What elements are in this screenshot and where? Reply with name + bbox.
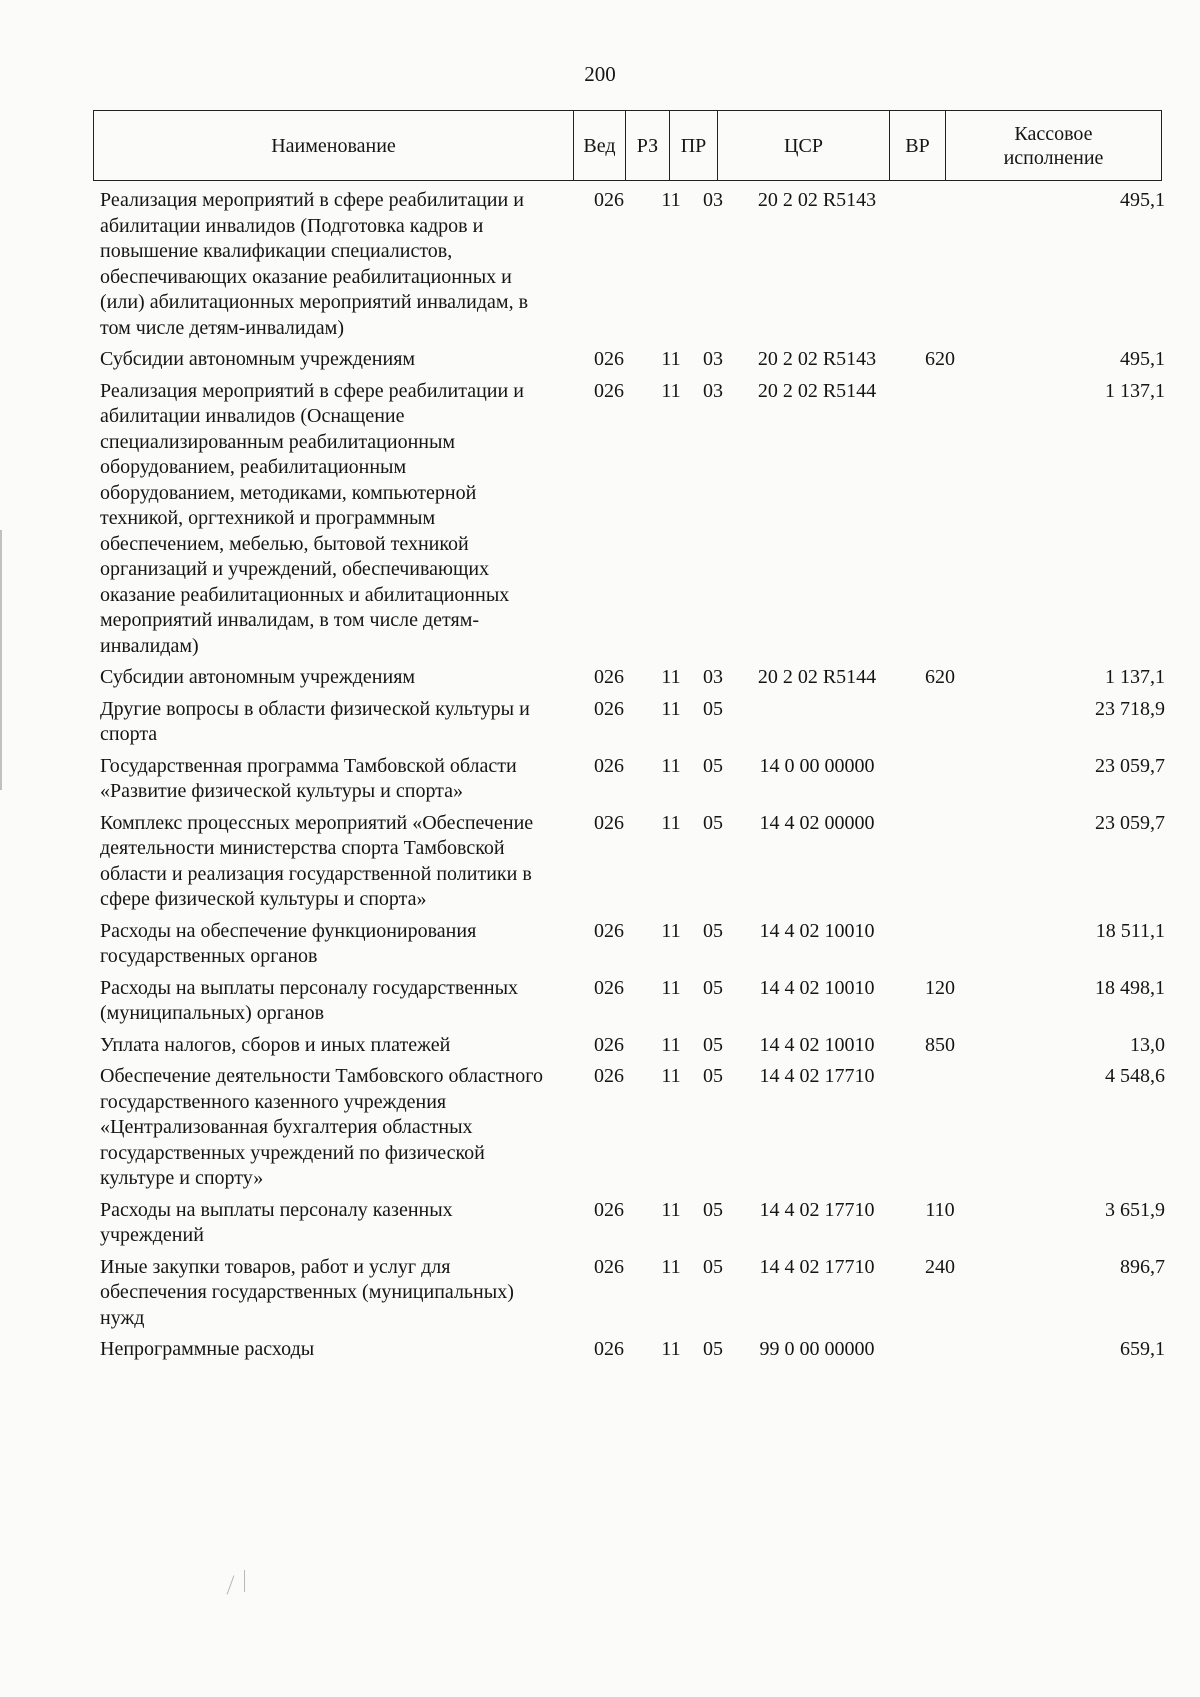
row-vr: 240 xyxy=(925,1255,955,1278)
table-row xyxy=(100,811,1165,913)
row-csr: 14 0 00 00000 xyxy=(759,754,875,777)
row-vr: 620 xyxy=(925,666,955,688)
row-pr: 03 xyxy=(703,379,723,402)
row-csr: 99 0 00 00000 xyxy=(759,1338,875,1360)
row-csr: 14 4 02 10010 xyxy=(759,919,875,942)
row-pr: 03 xyxy=(703,348,723,370)
table-row xyxy=(100,1198,1165,1249)
row-rz: 11 xyxy=(661,666,681,688)
row-csr: 20 2 02 R5144 xyxy=(757,379,877,402)
row-pr: 05 xyxy=(703,811,723,834)
row-rz: 11 xyxy=(661,976,681,999)
scan-artifact xyxy=(244,1570,245,1592)
row-amount: 495,1 xyxy=(1120,189,1165,211)
row-pr: 03 xyxy=(703,189,723,211)
row-ved: 026 xyxy=(594,919,624,942)
row-ved: 026 xyxy=(594,666,624,688)
scan-artifact xyxy=(227,1575,235,1594)
row-amount: 18 498,1 xyxy=(1095,976,1165,999)
row-csr: 14 4 02 10010 xyxy=(759,1033,875,1056)
row-csr: 20 2 02 R5144 xyxy=(757,666,877,688)
row-csr: 14 4 02 00000 xyxy=(759,811,875,834)
row-amount: 18 511,1 xyxy=(1095,919,1165,942)
table-row xyxy=(100,1255,1165,1332)
row-rz: 11 xyxy=(661,189,681,211)
row-ved: 026 xyxy=(594,189,624,211)
row-rz: 11 xyxy=(661,754,681,777)
row-ved: 026 xyxy=(594,1338,624,1360)
row-pr: 05 xyxy=(703,697,723,720)
row-name: Государственная программа Тамбовской области «Развитие физической культуры и спорта» xyxy=(100,754,517,802)
table-row xyxy=(100,665,1165,691)
row-csr: 14 4 02 10010 xyxy=(759,976,875,999)
row-amount: 23 059,7 xyxy=(1095,811,1165,834)
row-ved: 026 xyxy=(594,1198,624,1221)
row-pr: 05 xyxy=(703,976,723,999)
row-name: Реализация мероприятий в сфере реабилитации и абилитации инвалидов (Подготовка кадров и повышение квалификации специалистов, обеспечивающих оказание реабилитационных и (или) абилитационных мероприятий инвалидам, в том числе детям-инвалидам) xyxy=(100,189,529,339)
table-row xyxy=(100,347,1165,373)
row-name: Расходы на выплаты персоналу казенных учреждений xyxy=(100,1198,453,1246)
page-number: 200 xyxy=(584,62,616,86)
row-ved: 026 xyxy=(594,976,624,999)
row-rz: 11 xyxy=(661,811,681,834)
header-vr: ВР xyxy=(890,111,946,181)
table-row xyxy=(100,379,1165,660)
row-amount: 4 548,6 xyxy=(1105,1065,1165,1087)
row-csr: 14 4 02 17710 xyxy=(759,1255,875,1278)
row-ved: 026 xyxy=(594,1065,624,1087)
header-amount xyxy=(946,111,1162,181)
row-rz: 11 xyxy=(661,348,681,370)
table-row xyxy=(100,754,1165,805)
header-name: Наименование xyxy=(94,111,574,181)
row-ved: 026 xyxy=(594,697,624,720)
row-pr: 05 xyxy=(703,1065,723,1087)
row-pr: 05 xyxy=(703,919,723,942)
row-rz: 11 xyxy=(661,1198,681,1221)
row-csr: 20 2 02 R5143 xyxy=(757,348,877,370)
table-row xyxy=(100,1033,1165,1059)
row-vr: 850 xyxy=(925,1033,955,1056)
row-vr: 110 xyxy=(925,1198,955,1221)
row-name: Иные закупки товаров, работ и услуг для обеспечения государственных (муниципальных) нужд xyxy=(100,1255,514,1329)
row-rz: 11 xyxy=(661,1065,681,1087)
row-vr: 620 xyxy=(925,348,955,370)
row-amount: 495,1 xyxy=(1120,348,1165,370)
row-amount: 896,7 xyxy=(1120,1255,1165,1278)
header-csr: ЦСР xyxy=(718,111,890,181)
row-csr: 14 4 02 17710 xyxy=(759,1198,875,1221)
row-rz: 11 xyxy=(661,697,681,720)
row-amount: 1 137,1 xyxy=(1105,379,1165,402)
row-name: Реализация мероприятий в сфере реабилитации и абилитации инвалидов (Оснащение специализированным реабилитационным оборудованием, реабилитационным оборудованием, методиками, компьютерной техникой, оргтехникой и программным обеспечением, мебелью, бытовой техникой организаций и учреждений, обеспечивающих оказание реабилитационных и абилитационных мероприятий инвалидам, в том числе детям-инвалидам) xyxy=(100,379,524,657)
row-pr: 05 xyxy=(703,1198,723,1221)
row-amount: 13,0 xyxy=(1130,1033,1165,1056)
row-pr: 05 xyxy=(703,1255,723,1278)
row-amount: 23 059,7 xyxy=(1095,754,1165,777)
row-pr: 03 xyxy=(703,666,723,688)
row-amount: 659,1 xyxy=(1120,1338,1165,1360)
row-rz: 11 xyxy=(661,1033,681,1056)
table-row xyxy=(100,188,1165,341)
row-rz: 11 xyxy=(661,379,681,402)
row-amount: 3 651,9 xyxy=(1105,1198,1165,1221)
header-ved: Вед xyxy=(574,111,626,181)
row-name: Другие вопросы в области физической культуры и спорта xyxy=(100,697,530,745)
row-ved: 026 xyxy=(594,754,624,777)
row-rz: 11 xyxy=(661,1338,681,1360)
row-vr: 120 xyxy=(925,976,955,999)
row-name: Расходы на выплаты персоналу государственных (муниципальных) органов xyxy=(100,976,519,1024)
table-row xyxy=(100,919,1165,970)
table-row xyxy=(100,1064,1165,1192)
row-csr: 20 2 02 R5143 xyxy=(757,189,877,211)
table-row xyxy=(100,976,1165,1027)
scan-artifact xyxy=(0,530,2,790)
header-amount-line1: Кассовое xyxy=(1014,122,1093,145)
row-pr: 05 xyxy=(703,1033,723,1056)
row-ved: 026 xyxy=(594,348,624,370)
row-rz: 11 xyxy=(661,919,681,942)
row-name: Комплекс процессных мероприятий «Обеспечение деятельности министерства спорта Тамбовской области и реализация государственной политики в сфере физической культуры и спорта» xyxy=(100,811,534,910)
row-ved: 026 xyxy=(594,1033,624,1056)
row-amount: 23 718,9 xyxy=(1095,697,1165,720)
row-pr: 05 xyxy=(703,754,723,777)
row-ved: 026 xyxy=(594,811,624,834)
row-ved: 026 xyxy=(594,379,624,402)
row-name: Непрограммные расходы xyxy=(100,1338,315,1360)
row-name: Субсидии автономным учреждениям xyxy=(100,348,416,370)
table-row xyxy=(100,697,1165,748)
table-row xyxy=(100,1337,1165,1363)
row-name: Уплата налогов, сборов и иных платежей xyxy=(100,1033,451,1056)
row-csr: 14 4 02 17710 xyxy=(759,1065,875,1087)
row-amount: 1 137,1 xyxy=(1105,666,1165,688)
row-pr: 05 xyxy=(703,1338,723,1360)
table-header xyxy=(93,110,1162,181)
row-name: Обеспечение деятельности Тамбовского областного государственного казенного учреждения «Централизованная бухгалтерия областных государственных учреждений по физической культуре и спорту» xyxy=(100,1065,543,1189)
row-name: Субсидии автономным учреждениям xyxy=(100,666,416,688)
header-rz: РЗ xyxy=(626,111,670,181)
table-body xyxy=(100,188,1165,1369)
header-amount-line2: исполнение xyxy=(1003,146,1104,169)
row-rz: 11 xyxy=(661,1255,681,1278)
row-name: Расходы на обеспечение функционирования государственных органов xyxy=(100,919,477,967)
header-pr: ПР xyxy=(670,111,718,181)
row-ved: 026 xyxy=(594,1255,624,1278)
